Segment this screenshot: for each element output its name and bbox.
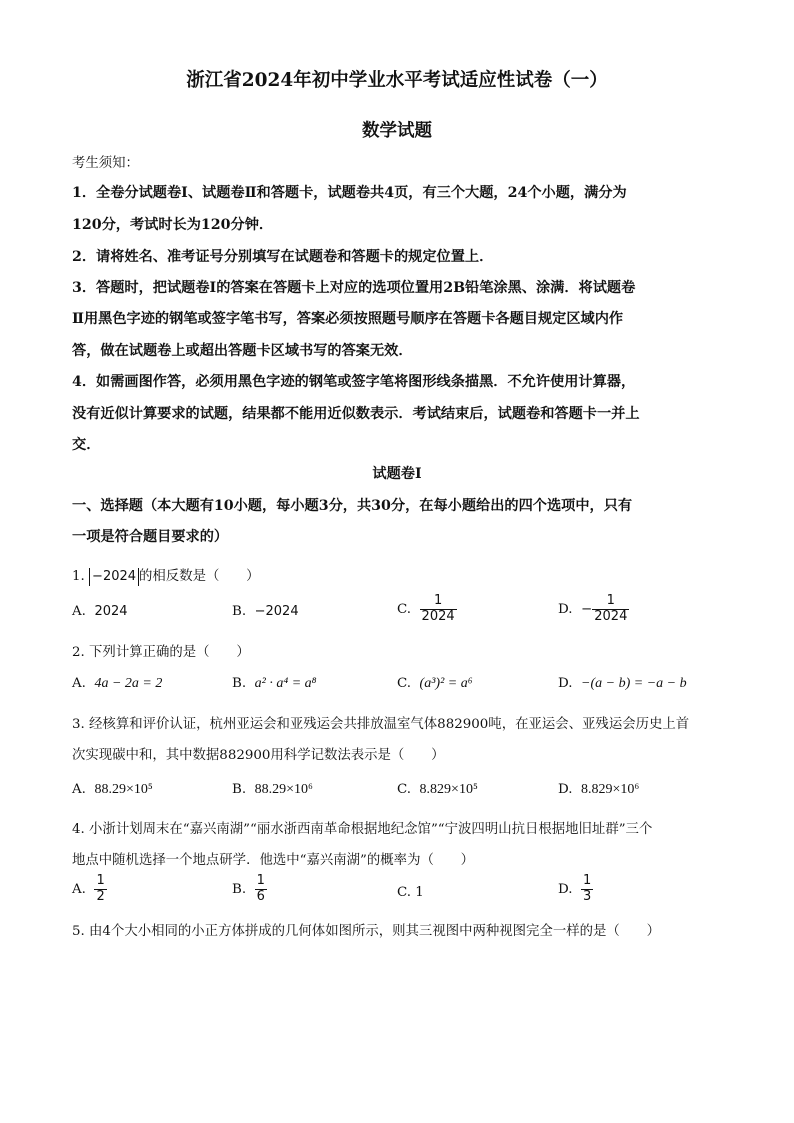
question-1-number: 1. [72, 569, 85, 584]
notice-heading: 考生须知： [72, 156, 139, 171]
notice-item-4-line-2: 没有近似计算要求的试题，结果都不能用近似数表示．考试结束后，试题卷和答题卡一并上 [72, 406, 640, 422]
notice-item-3-line-1: 3．答题时，把试题卷Ⅰ的答案在答题卡上对应的选项位置用2B铅笔涂黑、涂满．将试题卷 [72, 280, 636, 296]
question-2-stem: 2. 下列计算正确的是（ ） [72, 645, 250, 660]
notice-item-1-line-1: 1．全卷分试题卷Ⅰ、试题卷Ⅱ和答题卡，试题卷共4页，有三个大题，24个小题，满分为 [72, 185, 627, 201]
notice-item-1-line-2: 120分，考试时长为120分钟． [72, 217, 274, 233]
question-1-stem-text: 的相反数是（ ） [139, 569, 260, 584]
fraction: $\frac{1}{2024}$ [421, 593, 455, 624]
section-title: 试题卷Ⅰ [372, 466, 422, 482]
question-4-stem-line-1: 4. 小浙计划周末在“嘉兴南湖”“丽水浙西南革命根据地纪念馆”“宁波四明山抗日根据地旧址群”三个 [72, 822, 653, 837]
q3-option-c: C. 8.829×10⁵ [397, 782, 478, 797]
q3-option-a: A. 88.29×10⁵ [72, 782, 153, 797]
exam-subtitle: 数学试题 [362, 121, 432, 141]
absolute-value-expression: −2024 [89, 568, 139, 586]
fraction: $\frac{1}{3}$ [583, 873, 592, 904]
question-4-stem-line-2: 地点中随机选择一个地点研学．他选中“嘉兴南湖”的概率为（ ） [72, 853, 475, 868]
q1-option-c: C. $\frac{1}{2024}$ [397, 593, 455, 624]
question-1-stem [72, 565, 260, 586]
q2-option-c: C. (a³)² = a⁶ [397, 676, 473, 691]
fraction: $\frac{1}{6}$ [256, 873, 265, 904]
q1-option-a: A. 2024 [72, 604, 128, 619]
q1-option-b: B. −2024 [232, 604, 299, 619]
q3-option-b: B. 88.29×10⁶ [232, 782, 313, 797]
fraction: $\frac{1}{2}$ [96, 873, 105, 904]
q2-option-d: D. −(a − b) = −a − b [558, 676, 687, 691]
notice-item-2: 2．请将姓名、准考证号分别填写在试题卷和答题卡的规定位置上． [72, 249, 494, 265]
notice-item-3-line-3: 答，做在试题卷上或超出答题卡区域书写的答案无效． [72, 343, 413, 359]
question-3-stem-line-2: 次实现碳中和，其中数据882900用科学记数法表示是（ ） [72, 748, 445, 763]
notice-item-4-line-1: 4．如需画图作答，必须用黑色字迹的钢笔或签字笔将图形线条描黑．不允许使用计算器， [72, 374, 636, 390]
q2-option-b: B. a² · a⁴ = a⁸ [232, 676, 317, 691]
q1-option-d: D. − $\frac{1}{2024}$ [558, 593, 628, 624]
q4-option-c: C. 1 [397, 885, 424, 900]
notice-item-3-line-2: Ⅱ用黑色字迹的钢笔或签字笔书写，答案必须按照题号顺序在答题卡各题目规定区域内作 [72, 311, 624, 327]
exam-title: 浙江省2024年初中学业水平考试适应性试卷（一） [186, 70, 608, 91]
q3-option-d: D. 8.829×10⁶ [558, 782, 640, 797]
q2-option-a: A. 4a − 2a = 2 [72, 676, 163, 691]
question-5-stem: 5. 由4个大小相同的小正方体拼成的几何体如图所示，则其三视图中两种视图完全一样的是（ ） [72, 924, 660, 939]
q4-option-d: D. $\frac{1}{3}$ [558, 873, 592, 904]
q4-option-b: B. $\frac{1}{6}$ [232, 873, 265, 904]
fraction: $\frac{1}{2024}$ [594, 593, 628, 624]
section-intro-line-1: 一、选择题（本大题有10小题，每小题3分，共30分，在每小题给出的四个选项中，只有 [72, 498, 633, 514]
section-intro-line-2: 一项是符合题目要求的） [72, 529, 229, 545]
question-3-stem-line-1: 3. 经核算和评价认证，杭州亚运会和亚残运会共排放温室气体882900吨，在亚运会、亚残运会历史上首 [72, 717, 690, 732]
notice-item-4-line-3: 交． [72, 437, 101, 453]
q4-option-a: A. $\frac{1}{2}$ [72, 873, 105, 904]
